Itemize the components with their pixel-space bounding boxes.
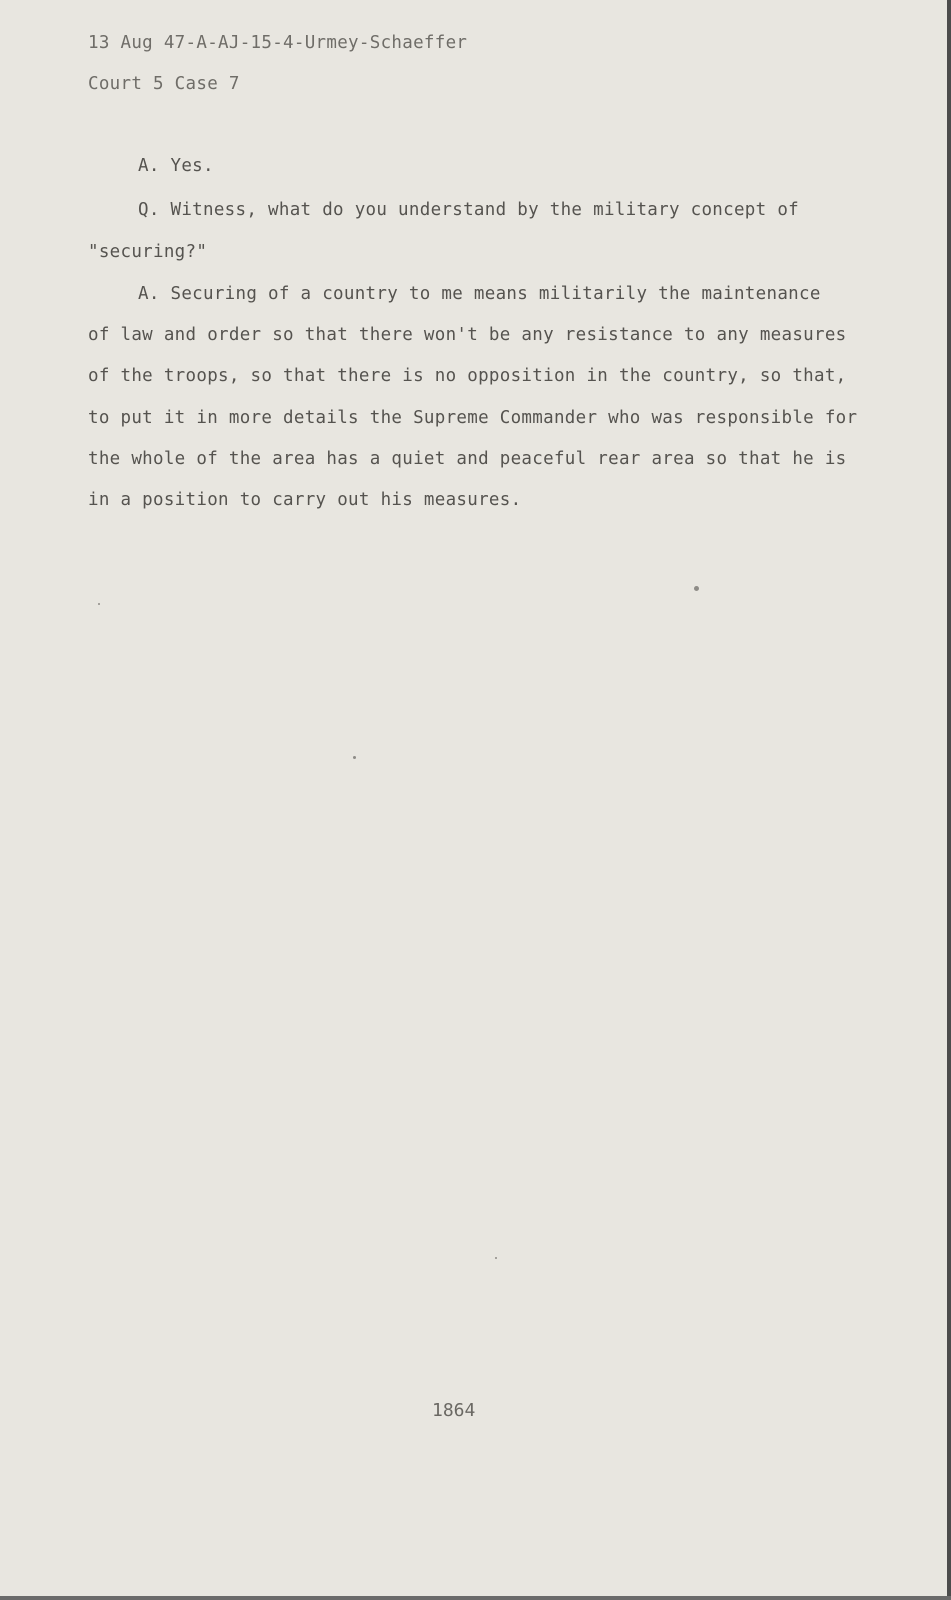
answer-line-continued: of the troops, so that there is no opposition in the country, so that, xyxy=(88,366,847,386)
answer-line: A. Securing of a country to me means militarily the maintenance xyxy=(138,284,821,304)
question-line: Q. Witness, what do you understand by the military concept of xyxy=(138,200,799,220)
paper-speck xyxy=(353,756,356,759)
scan-edge-bottom xyxy=(0,1596,951,1600)
header-reference: 13 Aug 47-A-AJ-15-4-Urmey-Schaeffer xyxy=(88,33,468,53)
paper-speck xyxy=(98,603,100,605)
answer-line-continued: in a position to carry out his measures. xyxy=(88,490,522,510)
answer-line-continued: of law and order so that there won't be any resistance to any measures xyxy=(88,325,847,345)
question-line-continued: "securing?" xyxy=(88,242,208,262)
page-number: 1864 xyxy=(432,1400,476,1421)
answer-line-continued: to put it in more details the Supreme Commander who was responsible for xyxy=(88,408,858,428)
answer-line: A. Yes. xyxy=(138,156,214,176)
paper-speck xyxy=(694,586,699,591)
header-court-case: Court 5 Case 7 xyxy=(88,74,240,94)
answer-line-continued: the whole of the area has a quiet and peaceful rear area so that he is xyxy=(88,449,847,469)
scan-edge-right xyxy=(947,0,951,1600)
paper-speck xyxy=(495,1257,497,1259)
